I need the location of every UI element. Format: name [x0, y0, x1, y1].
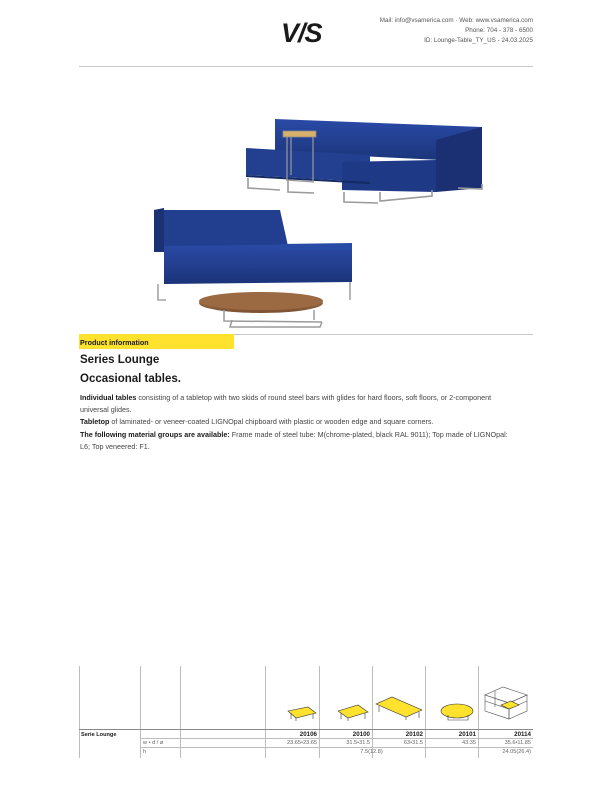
contact-mail-web: Mail: info@vsamerica.com · Web: www.vsamerica.com — [379, 17, 533, 24]
dims-20102: 63•31.5 — [403, 740, 423, 746]
section-label: Product information — [80, 338, 149, 347]
corner-sofa — [246, 119, 482, 203]
series-subtitle: Occasional tables. — [80, 373, 181, 385]
row-label-dimensions: w • d / ø — [143, 740, 164, 746]
dims-20101: 43.35 — [462, 740, 476, 746]
contact-phone: Phone: 704 - 378 - 6500 — [465, 27, 533, 34]
table-series-label: Serie Lounge — [81, 732, 117, 738]
document-id: ID: Lounge-Table_TY_US - 24.03.2025 — [424, 37, 533, 44]
desc-p3-bold: The following material groups are available: — [80, 429, 230, 439]
desc-p2-bold: Tabletop — [80, 417, 110, 427]
dims-20106: 23.65•23.65 — [287, 740, 317, 746]
product-description — [80, 392, 516, 453]
chaise-lounge — [154, 208, 352, 300]
product-image — [140, 100, 500, 340]
col-code-20102: 20102 — [405, 731, 423, 738]
table-vline — [180, 666, 181, 758]
oval-coffee-table — [199, 292, 323, 327]
header-divider — [79, 66, 533, 67]
desc-paragraph-3 — [80, 429, 516, 453]
thumb-20114 — [481, 681, 531, 723]
thumb-20106 — [286, 703, 318, 723]
table-hline — [140, 747, 533, 748]
col-code-20100: 20100 — [352, 731, 370, 738]
contact-block — [380, 16, 533, 46]
dims-20100: 31.5•31.5 — [346, 740, 370, 746]
section-divider — [234, 334, 533, 335]
thumb-20101 — [438, 700, 476, 724]
dims-20114: 35.6•11.85 — [504, 740, 531, 746]
table-vline — [265, 666, 266, 758]
table-vline — [79, 666, 80, 758]
desc-p2-text: of laminated- or veneer-coated LIGNOpal chipboard with plastic or wooden edge and square corners. — [109, 417, 434, 427]
desc-p1-text: consisting of a tabletop with two skids of round steel bars with glides for hard floors, soft floors, or 2-component universal glides. — [80, 393, 492, 415]
desc-paragraph-1 — [80, 392, 516, 416]
thumb-20100 — [336, 701, 370, 723]
col-code-20114: 20114 — [514, 731, 531, 738]
desc-p1-bold: Individual tables — [80, 393, 137, 402]
table-vline — [140, 666, 141, 758]
row-label-height: h — [143, 749, 147, 755]
table-hline — [79, 729, 533, 730]
table-hline — [140, 738, 533, 739]
series-title: Series Lounge — [80, 354, 160, 366]
svg-text:V/S: V/S — [281, 18, 322, 46]
col-code-20106: 20106 — [299, 731, 317, 738]
vs-logo — [281, 16, 331, 46]
col-code-20101: 20101 — [458, 731, 476, 738]
height-shared: 7.5(12.8) — [360, 749, 383, 755]
height-20114: 24.05(26.4) — [502, 749, 531, 755]
desc-p3-text: Frame made of steel tube: M(chrome-plated, black RAL 9011); Top made of LIGNOpal: L6; Top veneered: F1. — [80, 429, 508, 451]
desc-paragraph-2 — [80, 416, 516, 428]
thumb-20102 — [374, 694, 424, 722]
